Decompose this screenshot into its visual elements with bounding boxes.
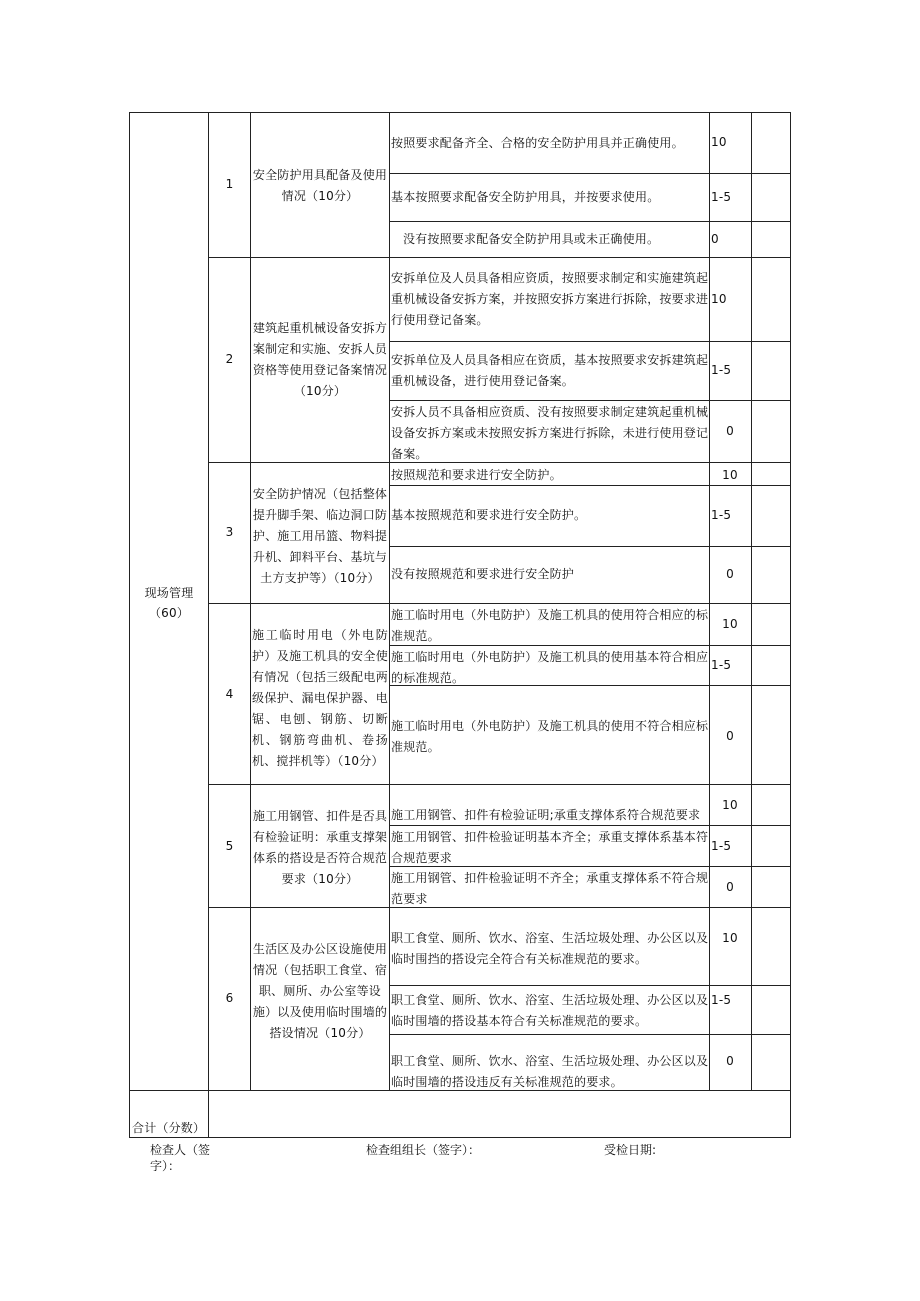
criterion-score: 10 bbox=[711, 135, 727, 149]
criterion-text: 职工食堂、厕所、饮水、浴室、生活垃圾处理、办公区以及临时围墙的搭设基本符合有关标准规范的要求。 bbox=[391, 993, 709, 1028]
criterion-score: 10 bbox=[722, 617, 738, 631]
item-number: 6 bbox=[225, 991, 234, 1005]
criterion-text: 基本按照规范和要求进行安全防护。 bbox=[391, 508, 587, 522]
inspection-date-label: 受检日期: bbox=[604, 1143, 657, 1157]
criterion-separator bbox=[389, 173, 791, 174]
criterion-text: 施工临时用电（外电防护）及施工机具的使用基本符合相应的标准规范。 bbox=[391, 650, 709, 685]
col-divider bbox=[250, 112, 251, 1091]
criterion-separator bbox=[389, 546, 791, 547]
item-separator bbox=[208, 257, 791, 258]
criterion-text: 按照要求配备齐全、合格的安全防护用具并正确使用。 bbox=[391, 136, 684, 150]
criterion-text: 职工食堂、厕所、饮水、浴室、生活垃圾处理、办公区以及临时围墙的搭设违反有关标准规范的要求。 bbox=[391, 1054, 709, 1089]
table-right-border bbox=[790, 112, 791, 1138]
criterion-score: 0 bbox=[726, 567, 734, 581]
criterion-separator bbox=[389, 341, 791, 342]
table-top-border bbox=[129, 112, 791, 113]
criterion-score: 1-5 bbox=[711, 993, 732, 1007]
criterion-score: 0 bbox=[711, 232, 719, 246]
col-divider bbox=[389, 112, 390, 1091]
criterion-text: 没有按照规范和要求进行安全防护 bbox=[391, 567, 575, 581]
table-left-border bbox=[129, 112, 130, 1138]
criterion-text: 按照规范和要求进行安全防护。 bbox=[391, 468, 562, 482]
criterion-score: 1-5 bbox=[711, 363, 732, 377]
item-number: 4 bbox=[225, 687, 234, 701]
criterion-text: 基本按照要求配备安全防护用具，并按要求使用。 bbox=[391, 190, 660, 204]
item-number: 5 bbox=[225, 839, 234, 853]
criterion-text: 施工临时用电（外电防护）及施工机具的使用不符合相应标准规范。 bbox=[391, 719, 709, 754]
criterion-score: 10 bbox=[722, 931, 738, 945]
criterion-score: 10 bbox=[722, 468, 738, 482]
criterion-score: 0 bbox=[726, 880, 734, 894]
table-bottom-border bbox=[129, 1137, 791, 1138]
criterion-score: 1-5 bbox=[711, 658, 732, 672]
criterion-score: 1-5 bbox=[711, 190, 732, 204]
item-number: 3 bbox=[225, 525, 234, 539]
criterion-score: 0 bbox=[726, 729, 734, 743]
item-title: 建筑起重机械设备安拆方案制定和实施、安拆人员资格等使用登记备案情况（10分） bbox=[252, 321, 388, 398]
criterion-score: 10 bbox=[722, 798, 738, 812]
item-title: 生活区及办公区设施使用情况（包括职工食堂、宿职、厕所、办公室等设施）以及使用临时围墙的搭设情况（10分） bbox=[252, 942, 388, 1040]
criterion-score: 0 bbox=[726, 424, 734, 438]
criterion-text: 施工临时用电（外电防护）及施工机具的使用符合相应的标准规范。 bbox=[391, 608, 709, 643]
criterion-separator bbox=[389, 221, 791, 222]
criterion-text: 没有按照要求配备安全防护用具或未正确使用。 bbox=[403, 232, 660, 246]
criterion-text: 施工用钢管、扣件有检验证明;承重支撑体系符合规范要求 bbox=[391, 808, 701, 822]
criterion-score: 1-5 bbox=[711, 839, 732, 853]
criterion-score: 10 bbox=[711, 292, 727, 306]
col-divider bbox=[751, 112, 752, 1091]
criterion-text: 施工用钢管、扣件检验证明基本齐全；承重支撑体系基本符合规范要求 bbox=[391, 830, 709, 865]
col-divider bbox=[709, 112, 710, 1091]
item-separator bbox=[208, 603, 791, 604]
criterion-separator bbox=[389, 985, 791, 986]
item-title: 安全防护情况（包括整体提升脚手架、临边洞口防护、施工用吊篮、物料提升机、卸料平台、基坑与土方支护等）（10分） bbox=[252, 487, 388, 585]
category-label: 现场管理（60） bbox=[144, 586, 194, 620]
criterion-text: 施工用钢管、扣件检验证明不齐全；承重支撑体系不符合规范要求 bbox=[391, 871, 709, 906]
col-divider bbox=[208, 112, 209, 1138]
criterion-separator bbox=[389, 1034, 791, 1035]
item-title: 施工用钢管、扣件是否具有检验证明：承重支撑架体系的搭设是否符合规范要求（10分） bbox=[252, 809, 388, 886]
criterion-text: 职工食堂、厕所、饮水、浴室、生活垃圾处理、办公区以及临时围挡的搭设完全符合有关标准规范的要求。 bbox=[391, 931, 709, 966]
item-number: 1 bbox=[225, 177, 234, 191]
inspector-signature-label: 检查人（签字）： bbox=[150, 1143, 211, 1173]
total-label: 合计（分数） bbox=[132, 1121, 206, 1135]
item-title: 施工临时用电（外电防护）及施工机具的安全使有情况（包括三级配电两级保护、漏电保护器、电锯、电刨、钢筋、切断机、钢筋弯曲机、卷扬机、搅拌机等）（10分） bbox=[252, 628, 388, 768]
criterion-text: 安拆单位及人员具备相应资质，按照要求制定和实施建筑起重机械设备安拆方案，并按照安拆方案进行拆除，按要求进行使用登记备案。 bbox=[391, 271, 709, 327]
criterion-score: 0 bbox=[726, 1054, 734, 1068]
item-title: 安全防护用具配备及使用情况（10分） bbox=[252, 168, 388, 203]
item-number: 2 bbox=[225, 352, 234, 366]
item-separator bbox=[208, 784, 791, 785]
criterion-score: 1-5 bbox=[711, 508, 732, 522]
leader-signature-label: 检查组组长（签字）： bbox=[366, 1143, 481, 1157]
criterion-text: 安拆人员不具备相应资质、没有按照要求制定建筑起重机械设备安拆方案或未按照安拆方案进行拆除，未进行使用登记备案。 bbox=[391, 405, 709, 461]
criterion-text: 安拆单位及人员具备相应在资质，基本按照要求安拆建筑起重机械设备，进行使用登记备案。 bbox=[391, 353, 709, 388]
criterion-separator bbox=[389, 400, 791, 401]
